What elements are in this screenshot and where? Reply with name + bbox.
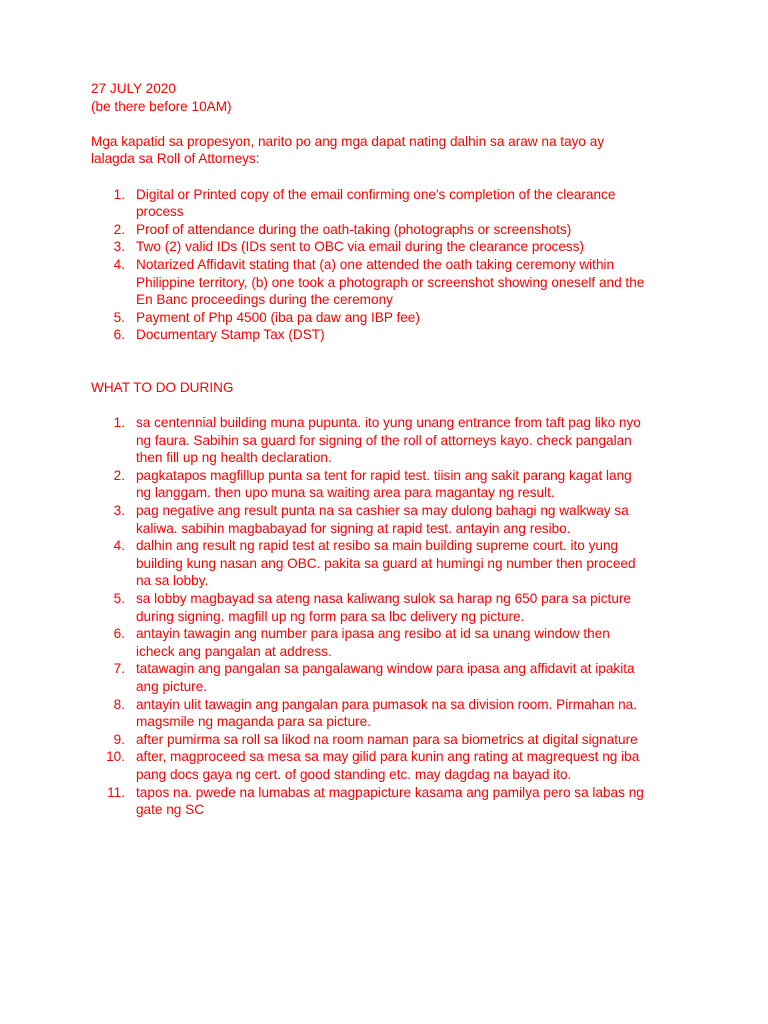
requirement-item-number: 1.: [113, 186, 125, 202]
step-item-text: [136, 625, 691, 660]
requirement-item-text: [136, 186, 691, 221]
step-item-number: 2.: [113, 467, 125, 483]
step-item-text-line: ng faura. Sabihin sa guard for signing of the roll of attorneys kayo. check pangalan: [136, 432, 632, 448]
step-item: [91, 696, 691, 731]
step-item: [91, 660, 691, 695]
requirement-item-number: 6.: [113, 327, 125, 343]
requirement-item: [91, 326, 691, 344]
step-item: [91, 731, 691, 749]
steps-list: [91, 414, 691, 819]
requirement-item: [91, 238, 691, 256]
step-item: [91, 537, 691, 590]
step-item-number: 5.: [113, 591, 125, 607]
step-item-number: 7.: [113, 661, 125, 677]
step-item-number: 9.: [113, 731, 125, 747]
requirement-item-text-line: Philippine territory, (b) one took a photograph or screenshot showing oneself and the: [136, 274, 645, 290]
step-item-text-line: tatawagin ang pangalan sa pangalawang window para ipasa ang affidavit at ipakita: [136, 661, 635, 677]
step-item-text-line: antayin tawagin ang number para ipasa ang resibo at id sa unang window then: [136, 626, 610, 642]
step-item-number: 1.: [113, 415, 125, 431]
step-item-number: 3.: [113, 503, 125, 519]
step-item-number: 6.: [113, 626, 125, 642]
step-item: [91, 502, 691, 537]
requirement-item-text-line: Digital or Printed copy of the email confirming one's completion of the clearance: [136, 186, 616, 202]
requirement-item: [91, 256, 691, 309]
step-item-number: 8.: [113, 696, 125, 712]
requirement-item: [91, 309, 691, 327]
step-item-text-line: pag negative ang result punta na sa cashier sa may dulong bahagi ng walkway sa: [136, 503, 629, 519]
step-item-text-line: after, magproceed sa mesa sa may gilid para kunin ang rating at magrequest ng iba: [136, 749, 640, 765]
requirement-item-text: [136, 221, 691, 239]
requirement-item-number: 3.: [113, 239, 125, 255]
requirements-list: [91, 186, 691, 344]
section-heading: WHAT TO DO DURING: [91, 379, 234, 395]
step-item-number: 4.: [113, 538, 125, 554]
requirement-item-number: 4.: [113, 256, 125, 272]
requirement-item-number: 2.: [113, 221, 125, 237]
step-item-text-line: sa lobby magbayad sa ateng nasa kaliwang sulok sa harap ng 650 para sa picture: [136, 591, 631, 607]
step-item-text-line: ang picture.: [136, 679, 208, 694]
step-item-number: 10.: [106, 749, 125, 765]
step-item-text: [136, 731, 691, 749]
requirement-item-text: [136, 326, 691, 344]
step-item-text-line: during signing. magfill up ng form para sa lbc delivery ng picture.: [136, 608, 525, 624]
requirement-item-text: [136, 256, 691, 309]
step-item-text: [136, 748, 691, 783]
document-content: [91, 80, 691, 819]
requirement-item-text-line: En Banc proceedings during the ceremony: [136, 292, 393, 308]
intro-line-2: lalagda sa Roll of Attorneys:: [91, 151, 260, 167]
step-item: [91, 784, 691, 819]
requirement-item-text-line: process: [136, 204, 184, 220]
step-item-text-line: na sa lobby.: [136, 573, 209, 589]
step-item: [91, 590, 691, 625]
step-item-text: [136, 502, 691, 537]
step-item-text-line: pang docs gaya ng cert. of good standing etc. may dagdag na bayad ito.: [136, 766, 572, 782]
step-item-text-line: tapos na. pwede na lumabas at magpapicture kasama ang pamilya pero sa labas ng: [136, 784, 644, 800]
step-item-text-line: antayin ulit tawagin ang pangalan para pumasok na sa division room. Pirmahan na.: [136, 696, 638, 712]
step-item-text-line: then fill up ng health declaration.: [136, 450, 332, 466]
step-item-text-line: after pumirma sa roll sa likod na room naman para sa biometrics at digital signature: [136, 731, 638, 747]
requirement-item-text-line: Documentary Stamp Tax (DST): [136, 327, 325, 343]
requirement-item: [91, 221, 691, 239]
date-line: 27 JULY 2020: [91, 81, 176, 96]
step-item-text: [136, 660, 691, 695]
step-item-text-line: building kung nasan ang OBC. pakita sa guard at humingi ng number then proceed: [136, 555, 636, 571]
requirement-item: [91, 186, 691, 221]
requirement-item-text-line: Two (2) valid IDs (IDs sent to OBC via email during the clearance process): [136, 239, 585, 255]
step-item-text: [136, 537, 691, 590]
requirement-item-text-line: Payment of Php 4500 (iba pa daw ang IBP fee): [136, 309, 420, 325]
step-item-text: [136, 414, 691, 467]
requirement-item-text-line: Notarized Affidavit stating that (a) one attended the oath taking ceremony within: [136, 256, 615, 272]
step-item-text-line: kaliwa. sabihin magbabayad for signing at rapid test. antayin ang resibo.: [136, 520, 571, 536]
step-item: [91, 625, 691, 660]
step-item-text-line: gate ng SC: [136, 802, 205, 818]
requirement-item-text: [136, 309, 691, 327]
step-item-text-line: icheck ang pangalan at address.: [136, 643, 332, 659]
step-item: [91, 414, 691, 467]
step-item-number: 11.: [107, 784, 125, 800]
step-item-text-line: ng langgam. then upo muna sa waiting area para magantay ng result.: [136, 485, 555, 501]
requirement-item-text-line: Proof of attendance during the oath-taking (photographs or screenshots): [136, 221, 572, 237]
step-item-text: [136, 784, 691, 819]
step-item-text-line: magsmile ng maganda para sa picture.: [136, 714, 371, 730]
arrival-note: (be there before 10AM): [91, 98, 232, 114]
step-item-text-line: dalhin ang result ng rapid test at resibo sa main building supreme court. ito yung: [136, 538, 619, 554]
step-item-text-line: pagkatapos magfillup punta sa tent for rapid test. tiisin ang sakit parang kagat lang: [136, 467, 632, 483]
step-item: [91, 748, 691, 783]
step-item-text: [136, 696, 691, 731]
requirement-item-number: 5.: [113, 309, 125, 325]
step-item: [91, 467, 691, 502]
intro-line-1: Mga kapatid sa propesyon, narito po ang mga dapat nating dalhin sa araw na tayo ay: [91, 133, 605, 149]
step-item-text: [136, 467, 691, 502]
step-item-text-line: sa centennial building muna pupunta. ito yung unang entrance from taft pag liko nyo: [136, 415, 641, 431]
step-item-text: [136, 590, 691, 625]
requirement-item-text: [136, 238, 691, 256]
